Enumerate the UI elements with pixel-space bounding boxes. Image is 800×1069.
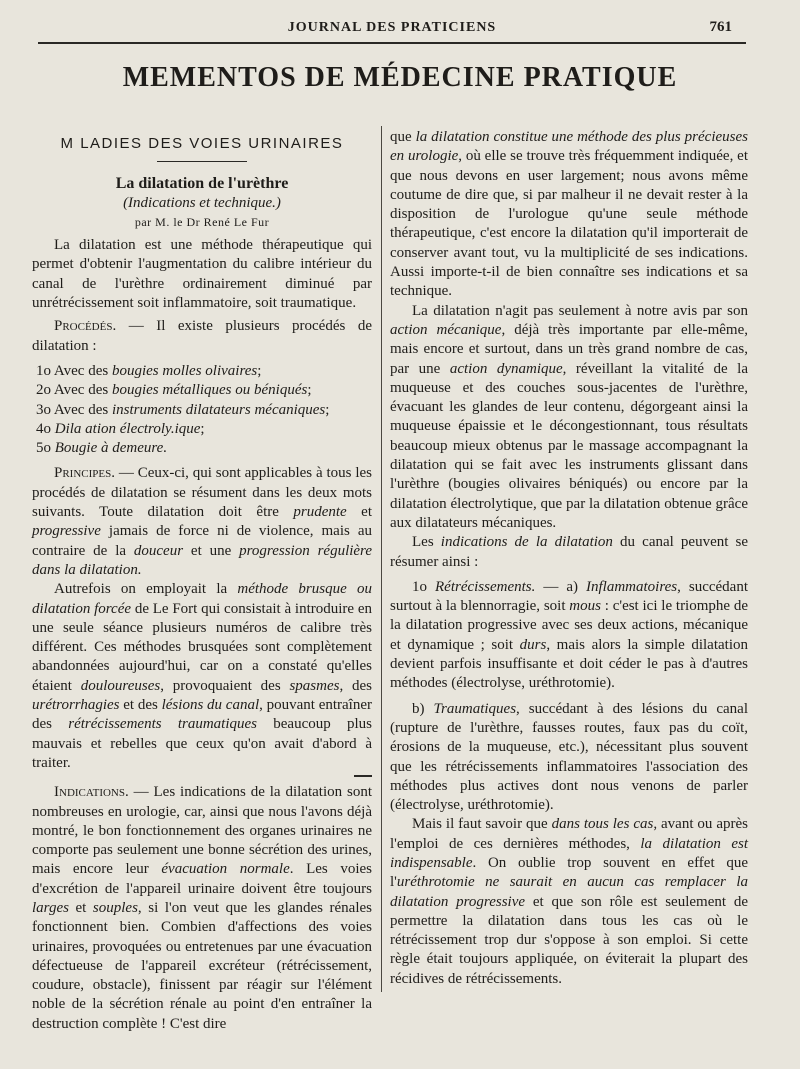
right-paragraph-1: que la dilatation constitue une méthode des plus précieuses en urologie, où elle se trouve très fréquemment indiquée, et que nous devons en user largement; nous avons même coutume de dire que, si par malheur il ne devait rester à la disposition de l'urologue qu'une seule méthode thérapeutique, c'est encore la dilatation qu'il importerait de conserver avant tout, vu la multiplicité de ses indications. Aussi importe-t-il de bien connaître ses indications et sa technique. — [390, 129, 748, 300]
list-item: 4o Dila ation électroly.ique; — [36, 420, 205, 437]
procedes-list — [32, 362, 372, 458]
list-item: 3o Avec des instruments dilatateurs mécaniques; — [36, 401, 330, 418]
autrefois-paragraph: Autrefois on employait la méthode brusque ou dilatation forcée de Le Fort qui consistait à introduire en une seule séance plusieurs numéros de calibre très différent. Ces méthodes brusquées sont complètement abandonnées aujourd'hui, car on a constaté qu'elles étaient douloureuses, provoquaient des spasmes, des urétrorrhagies et des lésions du canal, pouvant entraîner des rétrécissements traumatiques beaucoup plus mauvais et rebelles que ceux qu'on avait d'abord à traiter. — [32, 581, 373, 771]
list-item: 1o Avec des bougies molles olivaires; — [36, 362, 262, 379]
running-head — [38, 16, 746, 44]
journal-name: JOURNAL DES PRATICIENS — [287, 20, 497, 35]
right-paragraph-2: La dilatation n'agit pas seulement à notre avis par son action mécanique, déjà très importante par elle-même, mais encore et surtout, dans un très grand nombre de cas, par une action dynamique, réveillant la vitalité de la muqueuse et des couches sous-jacentes de l'urèthre, évacuant les glandes de leur contenu, dégorgeant ainsi la muqueuse épaissie et le décongestionnant, tous résultats beaucoup mieux obtenus par le massage accompagnant la dilatation qui se fait avec les instruments glissant dans l'urèthre (bougies olivaires béniqués) ou encore par la dilatation électrolytique, que par la dilatation obtenue grâce aux dilatateurs mécaniques. — [390, 302, 748, 531]
procedes-text: — Il existe plusieurs procédés de dilatation : — [32, 318, 372, 354]
short-rule — [354, 775, 372, 777]
section-rule — [157, 161, 247, 162]
left-column — [32, 128, 372, 1034]
right-paragraph-3: Les indications de la dilatation du canal peuvent se résumer ainsi : — [390, 534, 748, 570]
right-column — [390, 128, 748, 989]
section-title: M LADIES DES VOIES URINAIRES — [60, 135, 344, 152]
column-divider — [381, 126, 382, 992]
procedes-heading: Procédés. — [54, 318, 117, 335]
indications-paragraph: Indications. — Les indications de la dilatation sont nombreuses en urologie, car, ainsi que nous l'avons déjà montré, le bon fonctionnement des organes urinaires ne comporte pas seulement une bonne sécrétion des urines, mais encore leur évacuation normale. Les voies d'excrétion de l'appareil urinaire doivent être toujours larges et souples, si l'on veut que les glandes rénales fonctionnent bien. Combien d'affections des voies urinaires, provoquées ou entretenues par une évacuation défectueuse de l'appareil excréteur (rétrécissement, coudure, obstacle), finissent par réagir sur l'élément noble de la sécrétion rénale au point d'en entraîner la destruction complète ! C'est dire — [32, 784, 372, 1032]
procedes-paragraph — [32, 317, 372, 356]
right-paragraph-5: b) Traumatiques, succédant à des lésions du canal (rupture de l'urèthre, fausses routes, faux pas du coït, érosions de la muqueuse, etc.), nécessitant plus souvent que les rétrécissements inflammatoires l'association des méthodes plus actives dont nous venons de parler (électrolyse, uréthrotomie). — [390, 700, 748, 814]
right-paragraph-6: Mais il faut savoir que dans tous les cas, avant ou après l'emploi de ces dernières méthodes, la dilatation est indispensable. On oublie trop souvent en effet que l'uréthrotomie ne saurait en aucun cas remplacer la dilatation progressive et que son rôle est seulement de permettre la dilatation dans tous les cas où le rétrécissement trop dur s'oppose à son emploi. Si cette règle était toujours appliquée, on éviterait la plupart des récidives de rétrécissements. — [390, 816, 748, 987]
article-subtitle: (Indications et technique.) — [123, 194, 281, 211]
right-paragraph-4: 1o Rétrécissements. — a) Inflammatoires, succédant surtout à la blennorragie, soit mous : c'est ici le triomphe de la dilatation progressive avec ses deux actions, mécanique et dynamique ; soit durs, mais alors la simple dilatation devient parfois insuffisante et doit céder le pas à d'autres méthodes (électrolyse, uréthrotomie). — [390, 578, 749, 692]
article-title: La dilatation de l'urèthre — [115, 175, 289, 193]
page-title: MEMENTOS DE MÉDECINE PRATIQUE — [122, 62, 678, 93]
byline: par M. le Dr René Le Fur — [134, 214, 270, 229]
list-item: 5o Bougie à demeure. — [36, 440, 168, 457]
intro-paragraph: La dilatation est une méthode thérapeutique qui permet d'obtenir l'augmentation du calibre intérieur du canal de l'urèthre ordinairement diminué par unrétrécissement soit inflammatoire, soit traumatique. — [32, 237, 372, 312]
list-item: 2o Avec des bougies métalliques ou béniqués; — [36, 382, 312, 399]
page-number: 761 — [709, 19, 732, 35]
principes-paragraph: Principes. — Ceux-ci, qui sont applicables à tous les procédés de dilatation se résument dans les deux mots suivants. Toute dilatation doit être prudente et progressive jamais de force ni de violence, mais au contraire de la douceur et une progression régulière dans la dilatation. — [32, 465, 372, 578]
